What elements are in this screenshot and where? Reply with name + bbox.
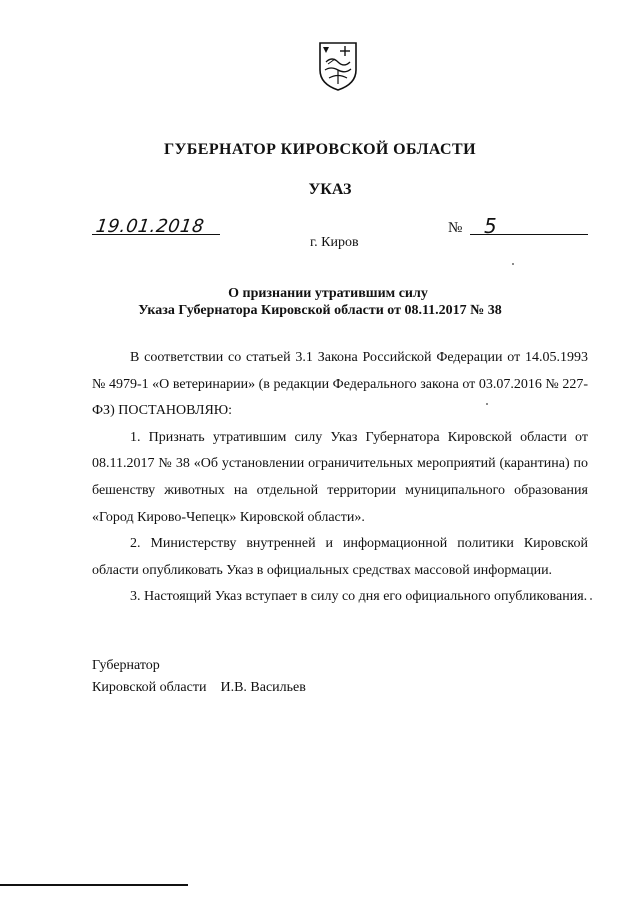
preamble-paragraph: В соответствии со статьей 3.1 Закона Российской Федерации от 14.05.1993 № 4979-1 «О ветеринарии» (в редакции Федерального закона от 03.07.2016 № 227-ФЗ) ПОСТАНОВЛЯЮ:: [92, 350, 588, 419]
document-type-heading: УКАЗ: [308, 181, 352, 198]
signatory-position-line-1: Губернатор: [92, 658, 160, 673]
scan-speck: [486, 403, 488, 405]
scan-speck: [590, 598, 592, 600]
authority-heading: ГУБЕРНАТОР КИРОВСКОЙ ОБЛАСТИ: [164, 141, 476, 158]
document-body: [92, 345, 588, 611]
handwritten-number: 5: [484, 214, 497, 238]
coat-of-arms-icon: [317, 40, 359, 92]
signatory-region: Кировской области: [92, 680, 207, 695]
document-title-line-1: О признании утратившим силу: [228, 286, 428, 301]
handwritten-date: 19.01.2018: [94, 216, 206, 237]
footer-rule: [0, 884, 188, 886]
clause-1-paragraph: 1. Признать утратившим силу Указ Губернатора Кировской области от 08.11.2017 № 38 «Об установлении ограничительных мероприятий (карантина) по бешенству животных на отдельной территории муниципального образования «Город Кирово-Чепецк» Кировской области».: [92, 429, 588, 525]
signatory-name: И.В. Васильев: [220, 680, 306, 695]
document-title-line-2: Указа Губернатора Кировской области от 08.11.2017 № 38: [138, 303, 502, 318]
scan-speck: [512, 263, 514, 265]
signature-block: [92, 655, 306, 699]
clause-2-paragraph: 2. Министерству внутренней и информационной политики Кировской области опубликовать Указ в официальных средствах массовой информации.: [92, 536, 588, 578]
signatory-position-line-2: [92, 677, 306, 699]
city-line: г. Киров: [310, 235, 359, 250]
number-label: №: [448, 220, 463, 236]
clause-3-paragraph: 3. Настоящий Указ вступает в силу со дня его официального опубликования.: [130, 589, 588, 605]
